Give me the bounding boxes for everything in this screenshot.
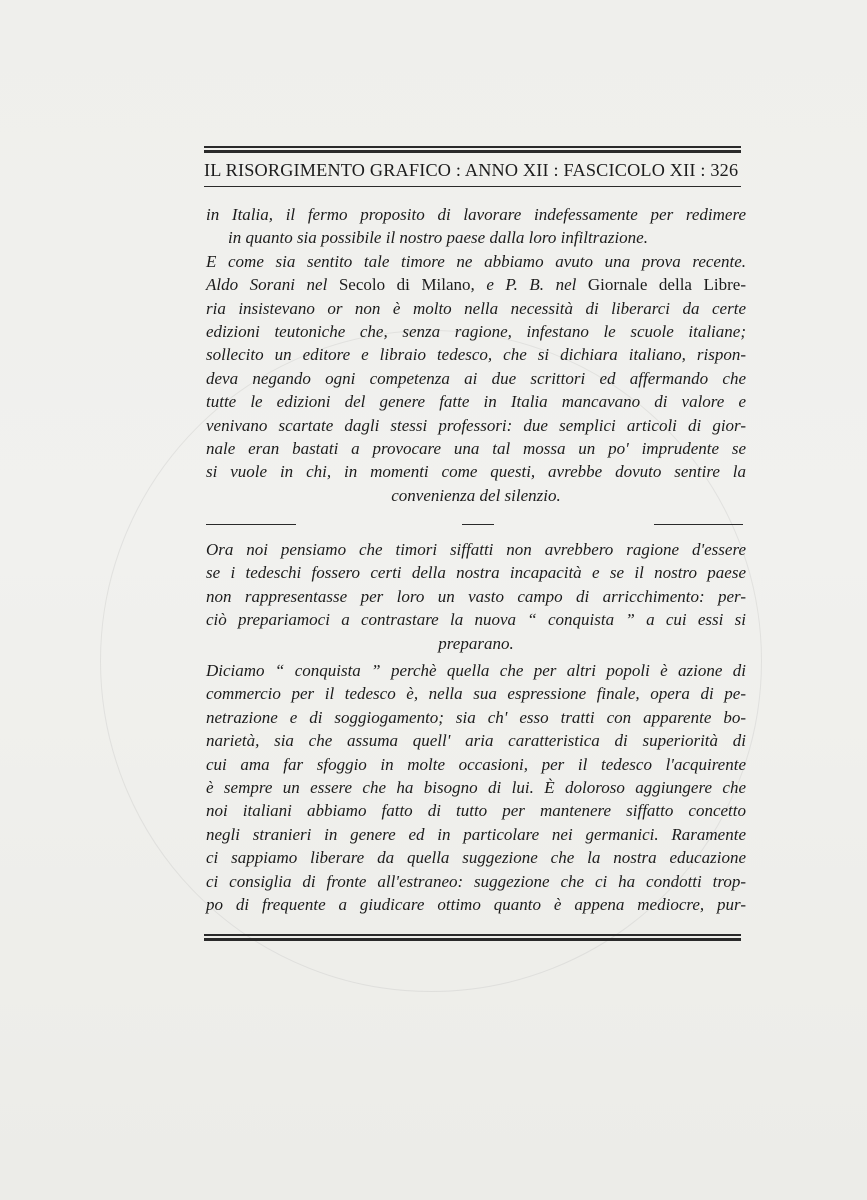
text-line: non rappresentasse per loro un vasto campo di arricchimento: per- (206, 586, 746, 606)
text-line: nale eran bastati a provocare una tal mossa un po' imprudente se (206, 438, 746, 458)
section-separator-left (206, 524, 296, 525)
text-line: tutte le edizioni del genere fatte in Italia mancavano di valore e (206, 392, 746, 412)
text-line: in Italia, il fermo proposito di lavorare indefessamente per redimere (206, 205, 746, 224)
text-line: convenienza del silenzio. (391, 485, 561, 505)
text-line: venivano scartate dagli stessi professori: due semplici articoli di gior- (206, 415, 746, 435)
text-line: negli stranieri in genere ed in particolare nei germanici. Raramente (206, 824, 746, 844)
text-line: cui ama far sfoggio in molte occasioni, per il tedesco l'acquirente (206, 754, 746, 774)
text-line: E come sia sentito tale timore ne abbiamo avuto una prova recente. (206, 251, 746, 271)
text-line: in quanto sia possibile il nostro paese dalla loro infiltrazione. (228, 228, 648, 248)
running-head: IL RISORGIMENTO GRAFICO : ANNO XII : FASCICOLO XII : 326 (204, 160, 739, 180)
text-line: netrazione e di soggiogamento; sia ch' esso tratti con apparente bo- (206, 707, 746, 727)
section-separator-center (462, 524, 494, 525)
text-line: Ora noi pensiamo che timori siffatti non avrebbero ragione d'essere (206, 540, 746, 559)
text-line: preparano. (438, 633, 514, 653)
text-line: ciò prepariamoci a contrastare la nuova “ conquista ” a cui essi si (206, 610, 746, 630)
paragraph-1 (206, 203, 746, 507)
section-separator-right (654, 524, 743, 525)
text-line: ria insistevano or non è molto nella necessità di liberarci da certe (206, 298, 746, 318)
text-line: edizioni teutoniche che, senza ragione, infestano le scuole italiane; (206, 321, 746, 341)
text-line: noi italiani abbiamo fatto di tutto per mantenere siffatto concetto (206, 801, 746, 821)
header-rule (204, 186, 741, 187)
text-line: è sempre un essere che ha bisogno di lui. È doloroso aggiungere che (206, 777, 746, 797)
text-line: Diciamo “ conquista ” perchè quella che per altri popoli è azione di (206, 661, 746, 680)
text-line: deva negando ogni competenza ai due scrittori ed affermando che (206, 368, 746, 388)
text-line: ci sappiamo liberare da quella suggezione che la nostra educazione (206, 848, 746, 868)
text-line: si vuole in chi, in momenti come questi, avrebbe dovuto sentire la (206, 462, 746, 482)
text-line: narietà, sia che assuma quell' aria caratteristica di superiorità di (206, 731, 746, 751)
bottom-double-rule (204, 934, 741, 941)
top-double-rule (204, 146, 741, 153)
text-line: commercio per il tedesco è, nella sua espressione finale, opera di pe- (206, 684, 746, 704)
text-line: se i tedeschi fossero certi della nostra incapacità e se il nostro paese (206, 563, 746, 583)
text-line: Aldo Sorani nel Secolo di Milano, e P. B. nel Giornale della Libre- (206, 275, 746, 295)
paragraph-3 (206, 659, 746, 916)
text-line: sollecito un editore e libraio tedesco, che si dichiara italiano, rispon- (206, 345, 746, 365)
paragraph-2 (206, 538, 746, 655)
text-line: ci consiglia di fronte all'estraneo: suggezione che ci ha condotti trop- (206, 871, 746, 891)
text-line: po di frequente a giudicare ottimo quanto è appena mediocre, pur- (206, 894, 746, 914)
